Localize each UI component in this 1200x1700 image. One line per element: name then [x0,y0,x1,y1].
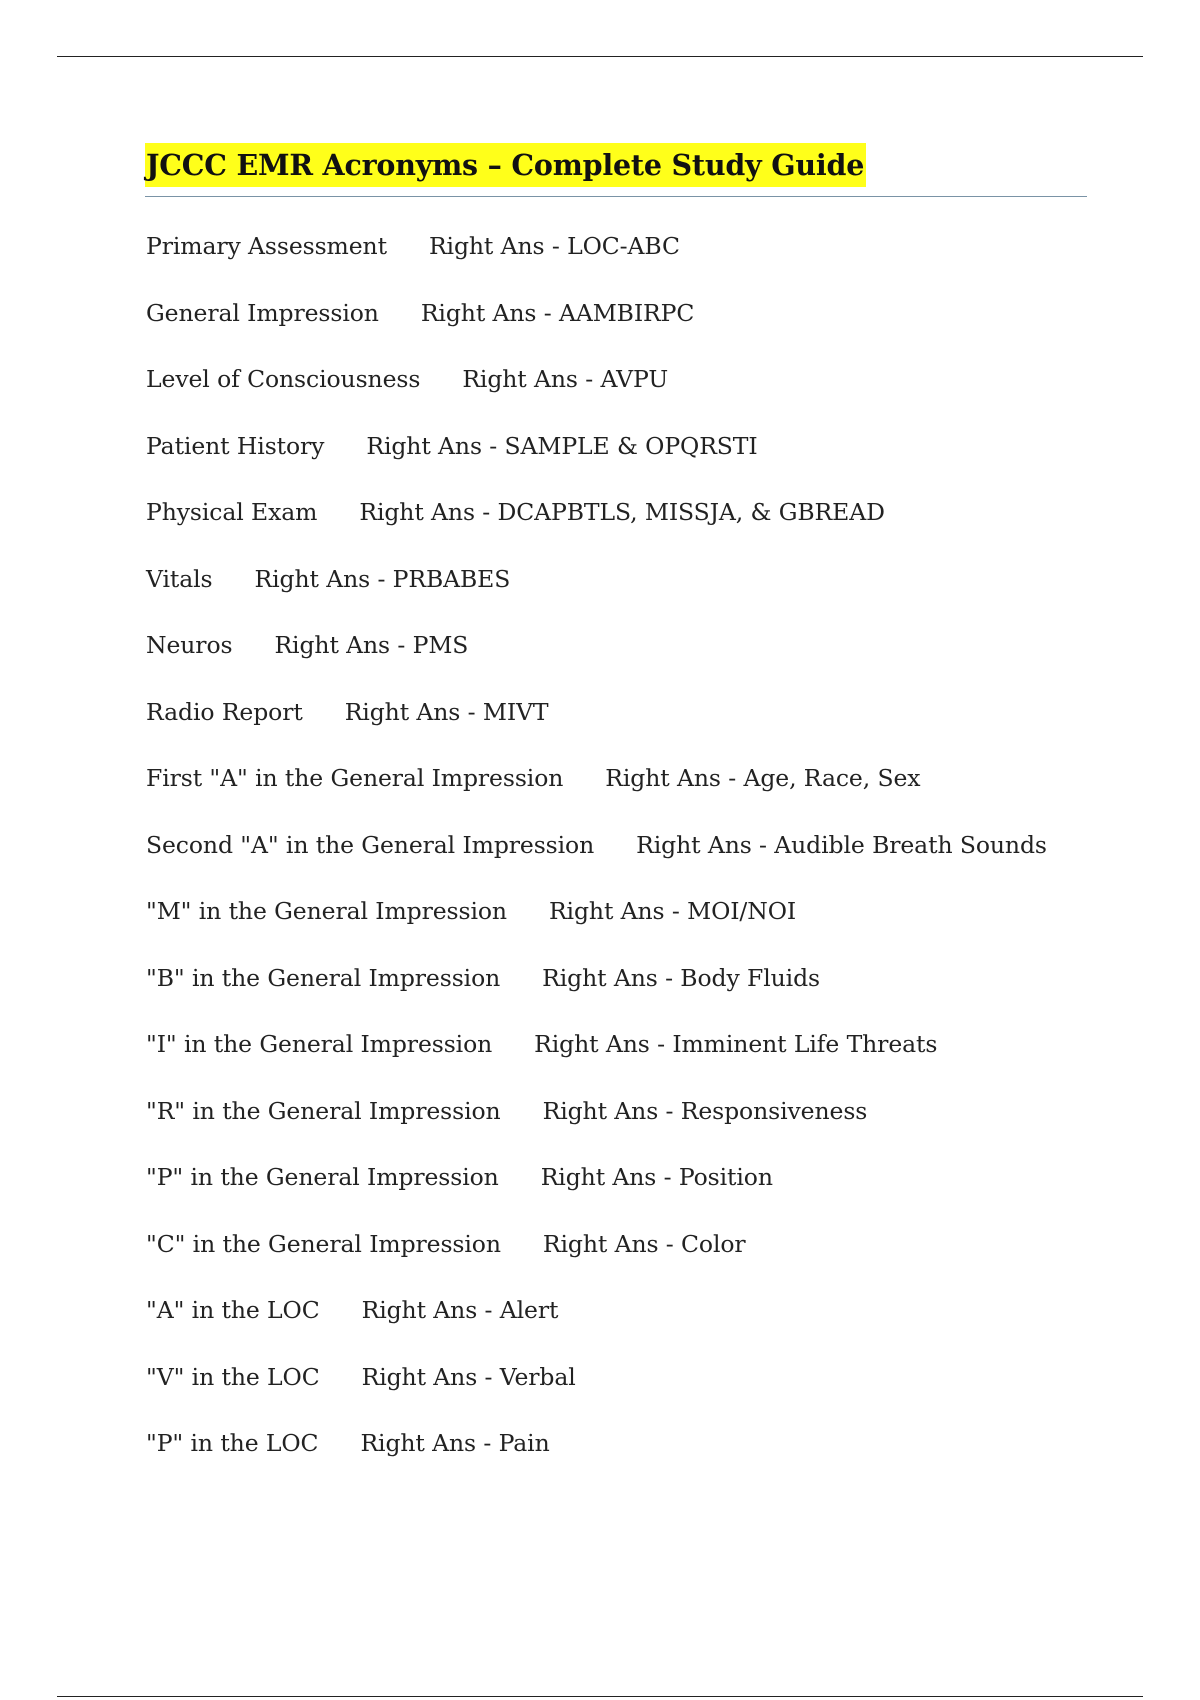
qa-question: Neuros [146,631,233,659]
qa-item [146,426,1106,493]
qa-answer: Right Ans - PRBABES [254,564,511,593]
qa-item [146,625,1106,692]
qa-list [146,226,1106,1490]
qa-answer: Right Ans - Body Fluids [542,963,820,992]
qa-answer: Right Ans - LOC-ABC [428,232,680,260]
qa-answer: Right Ans - Alert [361,1296,559,1324]
qa-answer: Right Ans - Age, Race, Sex [605,764,921,792]
qa-item [146,1357,1106,1424]
qa-item [146,1423,1106,1490]
qa-question: General Impression [146,298,379,327]
qa-question: Primary Assessment [146,232,387,260]
qa-item [146,1224,1106,1291]
qa-answer: Right Ans - Pain [360,1429,550,1457]
qa-item [146,692,1106,759]
page-title: JCCC EMR Acronyms – Complete Study Guide [145,143,866,187]
qa-question: First "A" in the General Impression [146,764,564,792]
qa-question: "M" in the General Impression [146,897,507,925]
qa-item [146,1157,1106,1224]
qa-item [146,958,1106,1025]
qa-answer: Right Ans - PMS [274,631,469,659]
qa-question: "R" in the General Impression [146,1096,501,1125]
qa-question: Physical Exam [146,498,318,526]
qa-question: Vitals [146,564,213,593]
qa-question: "V" in the LOC [146,1362,320,1391]
qa-answer: Right Ans - Verbal [361,1362,576,1391]
qa-item [146,891,1106,958]
qa-item [146,293,1106,360]
qa-question: "B" in the General Impression [146,963,501,992]
header-rule [57,56,1143,57]
qa-question: Second "A" in the General Impression [146,830,595,859]
qa-answer: Right Ans - Color [542,1229,746,1258]
qa-question: "I" in the General Impression [146,1030,493,1058]
qa-answer: Right Ans - AAMBIRPC [420,298,695,327]
qa-answer: Right Ans - SAMPLE & OPQRSTI [366,431,758,460]
qa-question: "C" in the General Impression [146,1229,501,1258]
qa-answer: Right Ans - Imminent Life Threats [534,1030,938,1058]
qa-question: Radio Report [146,697,303,726]
qa-item [146,492,1106,559]
qa-item [146,226,1106,293]
qa-question: "P" in the General Impression [146,1163,499,1191]
qa-item [146,1091,1106,1158]
qa-answer: Right Ans - Responsiveness [542,1096,868,1125]
qa-question: "P" in the LOC [146,1429,319,1457]
qa-item [146,1290,1106,1357]
footer-rule [57,1696,1143,1697]
qa-item [146,825,1106,892]
qa-item [146,1024,1106,1091]
qa-answer: Right Ans - Position [540,1163,773,1191]
qa-item [146,758,1106,825]
qa-question: Patient History [146,431,325,460]
qa-question: "A" in the LOC [146,1296,320,1324]
qa-item [146,359,1106,426]
qa-answer: Right Ans - AVPU [462,365,669,393]
title-block [145,143,1087,197]
qa-answer: Right Ans - MIVT [344,697,549,726]
qa-question: Level of Consciousness [146,365,421,393]
qa-answer: Right Ans - Audible Breath Sounds [636,830,1047,859]
qa-answer: Right Ans - DCAPBTLS, MISSJA, & GBREAD [359,498,885,526]
qa-answer: Right Ans - MOI/NOI [548,897,797,925]
qa-item [146,559,1106,626]
